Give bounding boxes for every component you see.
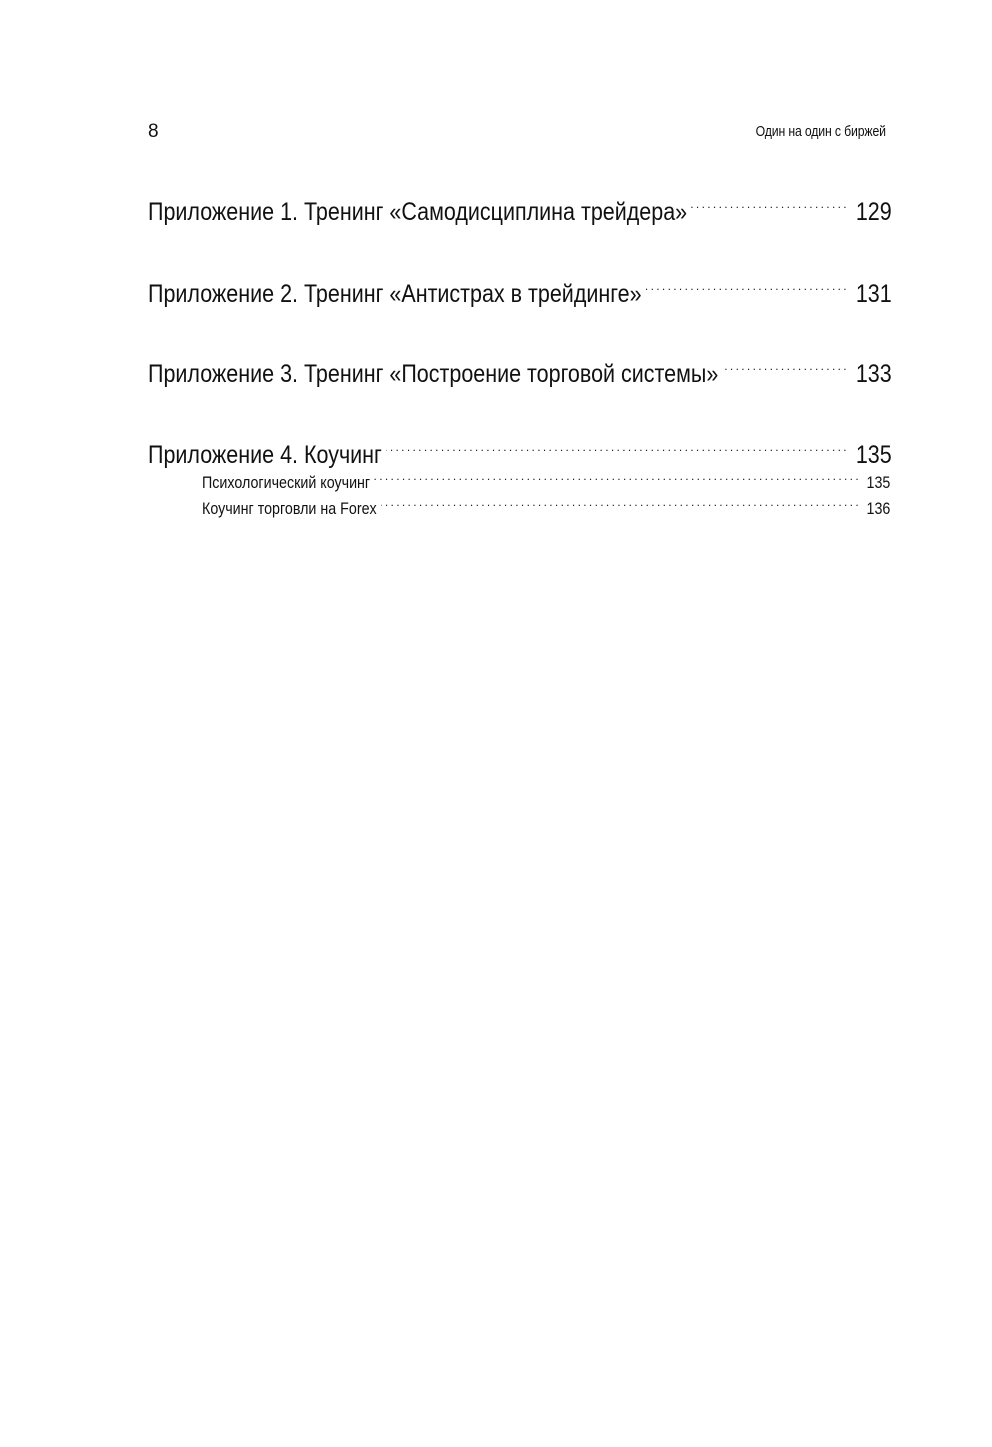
leader-dots: [381, 497, 859, 514]
leader-dots: [646, 277, 847, 302]
toc-subentry-psychological-coaching[interactable]: [202, 471, 891, 494]
toc-subentry-page: 135: [866, 473, 891, 492]
toc-entry-page: 133: [855, 360, 892, 388]
leader-dots: [386, 438, 846, 463]
leader-dots: [691, 195, 846, 220]
toc-subentry-title: Коучинг торговли на Forex: [202, 499, 377, 518]
toc-entry-title: Приложение 1. Тренинг «Самодисциплина трейдера»: [148, 198, 688, 226]
toc-entry-page: 135: [855, 441, 892, 469]
toc-entry-appendix-2[interactable]: [148, 277, 892, 309]
toc-entry-title: Приложение 4. Коучинг: [148, 441, 382, 469]
toc-subentry-forex-coaching[interactable]: [202, 497, 891, 520]
running-header-title: Один на один с биржей: [755, 123, 886, 140]
toc-entry-page: 129: [855, 198, 892, 226]
toc-entry-appendix-4[interactable]: [148, 438, 892, 470]
toc-entry-title: Приложение 3. Тренинг «Построение торговой системы»: [148, 360, 719, 388]
toc-entry-page: 131: [855, 280, 892, 308]
page-number: 8: [148, 121, 159, 142]
toc-entry-title: Приложение 2. Тренинг «Антистрах в трейдинге»: [148, 280, 642, 308]
leader-dots: [374, 471, 858, 488]
toc-entry-appendix-3[interactable]: [148, 357, 892, 389]
toc-subentry-title: Психологический коучинг: [202, 473, 371, 492]
leader-dots: [722, 357, 846, 382]
toc-subentry-page: 136: [866, 499, 891, 518]
toc-entry-appendix-1[interactable]: [148, 195, 892, 227]
